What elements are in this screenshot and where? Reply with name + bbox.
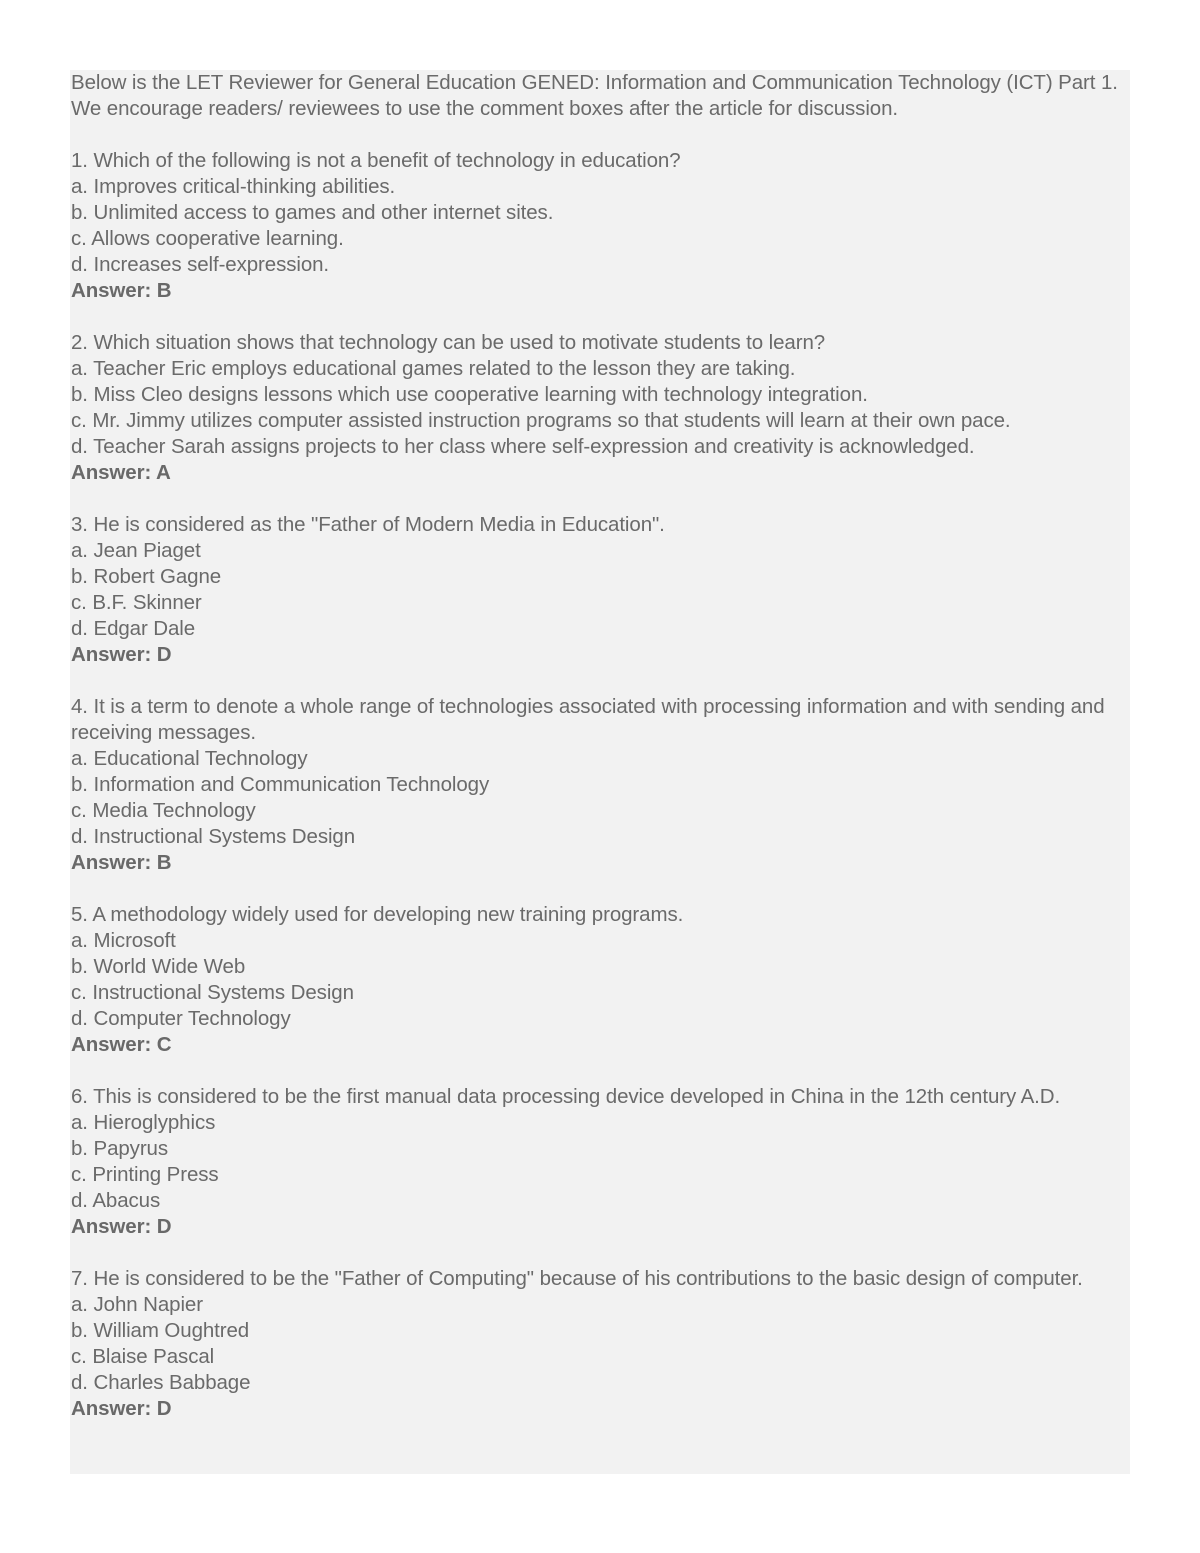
choice-d: d. Teacher Sarah assigns projects to her class where self-expression and creativity is acknowledged.: [71, 435, 975, 458]
choice-b: b. Unlimited access to games and other internet sites.: [71, 201, 554, 224]
question-text: 6. This is considered to be the first manual data processing device developed in China in the 12th century A.D.: [71, 1085, 1061, 1108]
choice-a: a. Hieroglyphics: [71, 1111, 216, 1134]
choice-d: d. Computer Technology: [71, 1007, 291, 1030]
question-block-5: [71, 902, 1129, 1058]
question-text: 4. It is a term to denote a whole range of technologies associated with processing information and with sending and receiving messages.: [71, 695, 1105, 744]
choice-b: b. Papyrus: [71, 1137, 168, 1160]
answer-label: Answer: B: [71, 279, 172, 302]
choice-c: c. Media Technology: [71, 799, 256, 822]
choice-b: b. Robert Gagne: [71, 565, 222, 588]
answer-label: Answer: D: [71, 643, 172, 666]
question-text: 3. He is considered as the "Father of Modern Media in Education".: [71, 513, 665, 536]
question-block-2: [71, 330, 1129, 486]
answer-label: Answer: D: [71, 1215, 172, 1238]
choice-c: c. Printing Press: [71, 1163, 219, 1186]
choice-d: d. Charles Babbage: [71, 1371, 251, 1394]
choice-a: a. Improves critical-thinking abilities.: [71, 175, 396, 198]
choice-b: b. World Wide Web: [71, 955, 246, 978]
question-block-4: [71, 694, 1129, 876]
choice-c: c. Blaise Pascal: [71, 1345, 215, 1368]
question-text: 7. He is considered to be the "Father of Computing" because of his contributions to the basic design of computer.: [71, 1267, 1083, 1290]
choice-b: b. William Oughtred: [71, 1319, 250, 1342]
choice-a: a. Microsoft: [71, 929, 176, 952]
choice-d: d. Edgar Dale: [71, 617, 196, 640]
choice-c: c. Allows cooperative learning.: [71, 227, 344, 250]
choice-a: a. Teacher Eric employs educational games related to the lesson they are taking.: [71, 357, 796, 380]
question-text: 5. A methodology widely used for developing new training programs.: [71, 903, 684, 926]
question-text: 2. Which situation shows that technology can be used to motivate students to learn?: [71, 331, 826, 354]
choice-d: d. Instructional Systems Design: [71, 825, 356, 848]
question-block-3: [71, 512, 1129, 668]
question-block-1: [71, 148, 1129, 304]
choice-a: a. John Napier: [71, 1293, 203, 1316]
answer-label: Answer: B: [71, 851, 172, 874]
answer-label: Answer: C: [71, 1033, 172, 1056]
choice-d: d. Abacus: [71, 1189, 161, 1212]
choice-b: b. Information and Communication Technology: [71, 773, 490, 796]
question-block-6: [71, 1084, 1129, 1240]
intro-paragraph: Below is the LET Reviewer for General Education GENED: Information and Communication Technology (ICT) Part 1. We encourage readers/ reviewees to use the comment boxes after the article for discussion.: [71, 71, 1118, 120]
choice-a: a. Educational Technology: [71, 747, 308, 770]
choice-d: d. Increases self-expression.: [71, 253, 330, 276]
question-block-7: [71, 1266, 1129, 1422]
choice-c: c. B.F. Skinner: [71, 591, 202, 614]
question-text: 1. Which of the following is not a benefit of technology in education?: [71, 149, 681, 172]
choice-b: b. Miss Cleo designs lessons which use cooperative learning with technology integration.: [71, 383, 868, 406]
choice-c: c. Instructional Systems Design: [71, 981, 354, 1004]
answer-label: Answer: A: [71, 461, 171, 484]
choice-a: a. Jean Piaget: [71, 539, 201, 562]
choice-c: c. Mr. Jimmy utilizes computer assisted instruction programs so that students will learn at their own pace.: [71, 409, 1011, 432]
document-content: [71, 70, 1129, 1422]
answer-label: Answer: D: [71, 1397, 172, 1420]
